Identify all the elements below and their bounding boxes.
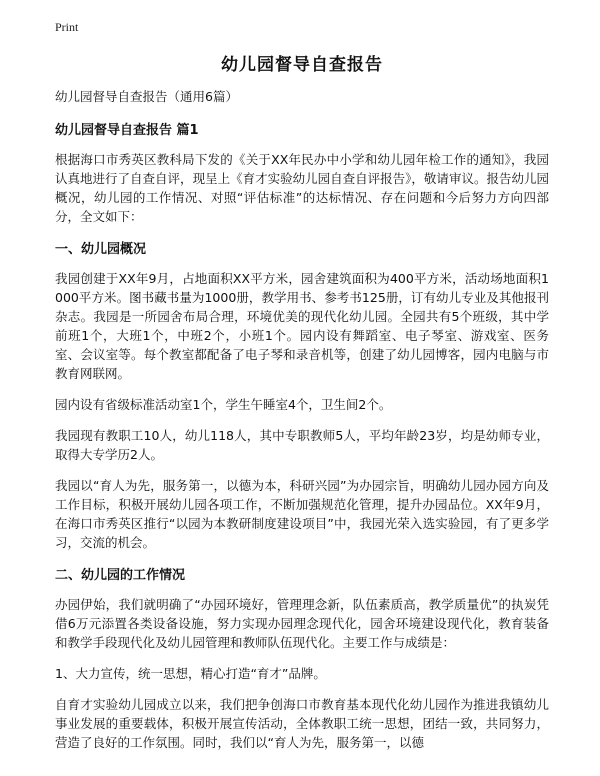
document-subtitle: 幼儿园督导自查报告（通用6篇） xyxy=(55,89,238,104)
body-paragraph: 1、大力宣传，统一思想，精心打造“育才”品牌。 xyxy=(55,666,326,681)
body-paragraph: 园内设有省级标准活动室1个，学生午睡室4个，卫生间2个。 xyxy=(55,397,392,412)
document-title: 幼儿园督导自查报告 xyxy=(221,55,383,75)
body-paragraph: 办园伊始，我们就明确了“办园环境好，管理理念新，队伍素质高，教学质量优”的执炭凭借6万元添置各类设备设施，努力实现办园理念现代化，园舍环境建设现代化，教育装备和教学手段现代化及幼儿园管理和教师队伍现代化。主要工作与成绩是： xyxy=(55,597,549,650)
section-heading: 二、幼儿园的工作情况 xyxy=(55,568,186,583)
body-paragraph: 我园现有教职工10人，幼儿118人，其中专职教师5人，平均年龄23岁，均是幼师专业，取得大专学历2人。 xyxy=(55,428,549,462)
body-paragraph: 我园创建于XX年9月，占地面积XX平方米，园舍建筑面积为400平方米，活动场地面积1000平方米。图书藏书量为1000册，教学用书、参考书125册，订有幼儿专业及其他报刊杂志。我园是一所园舍布局合理，环境优美的现代化幼儿园。全园共有5个班级，其中学前班1个，大班1个，中班2个，小班1个。园内设有舞蹈室、电子琴室、游戏室、医务室、会议室等。每个教室都配备了电子琴和录音机等，创建了幼儿园博客，园内电脑与市教育网联网。 xyxy=(55,271,549,381)
body-paragraph: 自育才实验幼儿园成立以来，我们把争创海口市教育基本现代化幼儿园作为推进我镇幼儿事业发展的重要载体，积极开展宣传活动，全体教职工统一思想，团结一致，共同努力，营造了良好的工作氛围。同时，我们以“育人为先，服务第一，以德 xyxy=(55,697,549,750)
print-link[interactable]: Print xyxy=(55,20,79,34)
document-page xyxy=(55,50,549,764)
intro-paragraph: 根据海口市秀英区教科局下发的《关于XX年民办中小学和幼儿园年检工作的通知》，我园认真地进行了自查自评，现呈上《育才实验幼儿园自查自评报告》，敬请审议。报告幼儿园概况，幼儿园的工作情况、对照“评估标准”的达标情况、存在问题和今后努力方向四部分，全文如下： xyxy=(55,152,549,224)
section-heading: 一、幼儿园概况 xyxy=(55,242,147,257)
body-paragraph: 我园以“育人为先，服务第一，以德为本，科研兴园”为办园宗旨，明确幼儿园办园方向及工作目标，积极开展幼儿园各项工作，不断加强规范化管理，提升办园品位。XX年9月，在海口市秀英区推行“以园为本教研制度建设项目”中，我园光荣入选实验园，有了更多学习，交流的机会。 xyxy=(55,478,549,550)
article-heading: 幼儿园督导自查报告 篇1 xyxy=(55,123,199,138)
